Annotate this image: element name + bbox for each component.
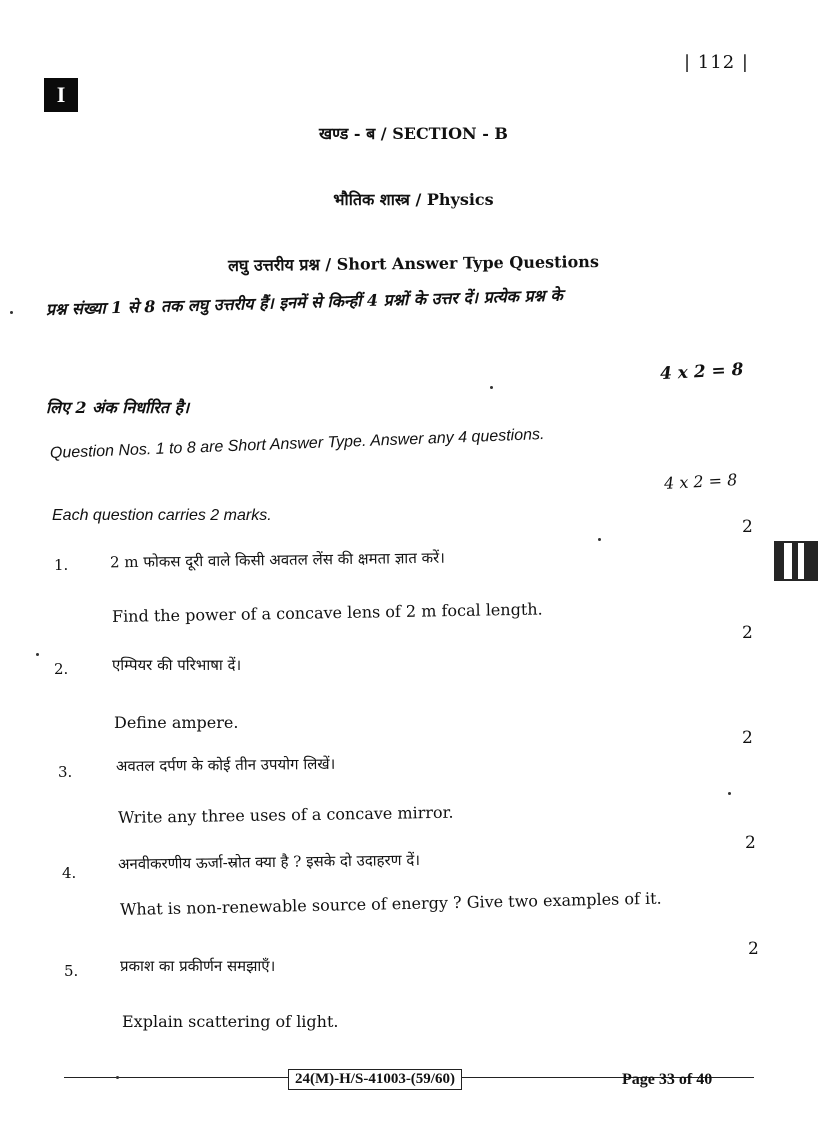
section-badge: I (44, 78, 78, 112)
scan-speck (10, 311, 13, 314)
question-marks: 2 (748, 939, 759, 959)
question-number: 2. (54, 660, 69, 678)
subject-title: भौतिक शास्त्र / Physics (333, 190, 494, 209)
scan-speck (728, 792, 731, 795)
scan-speck (116, 1076, 119, 1079)
scan-speck (36, 653, 39, 656)
question-hindi: 2 m फोकस दूरी वाले किसी अवतल लेंस की क्षमता ज्ञात करें। (109, 548, 446, 572)
marks-english: 4 x 2 = 8 (663, 470, 738, 493)
question-english: What is non-renewable source of energy ? Give two examples of it. (119, 888, 662, 919)
corner-page-label: | 112 | (684, 52, 749, 73)
question-number: 1. (54, 556, 69, 574)
question-hindi: अवतल दर्पण के कोई तीन उपयोग लिखें। (115, 754, 336, 776)
section-title: खण्ड - ब / SECTION - B (319, 124, 508, 143)
question-number: 4. (62, 864, 77, 882)
question-english: Write any three uses of a concave mirror. (117, 802, 454, 827)
scan-speck (490, 386, 493, 389)
instruction-hindi-line2: लिए 2 अंक निर्धारित है। (46, 398, 190, 417)
question-english: Define ampere. (114, 713, 239, 732)
page-number: Page 33 of 40 (622, 1071, 713, 1088)
question-number: 3. (58, 763, 73, 781)
question-marks: 2 (742, 623, 753, 643)
qr-code-icon (776, 543, 816, 579)
question-hindi: प्रकाश का प्रकीर्णन समझाएँ। (120, 957, 276, 975)
scan-speck (598, 538, 601, 541)
instruction-english-line2: Each question carries 2 marks. (52, 507, 272, 524)
question-marks: 2 (742, 517, 753, 537)
marks-hindi: 4 x 2 = 8 (659, 359, 745, 385)
question-english: Find the power of a concave lens of 2 m focal length. (111, 599, 543, 626)
question-marks: 2 (745, 833, 756, 853)
question-hindi: एम्पियर की परिभाषा दें। (112, 656, 242, 674)
instruction-hindi-line1: प्रश्न संख्या 1 से 8 तक लघु उत्तरीय हैं। इनमें से किन्हीं 4 प्रश्नों के उत्तर दें। प्रत्येक प्रश्न के (45, 285, 563, 319)
question-hindi: अनवीकरणीय ऊर्जा-स्रोत क्या है ? इसके दो उदाहरण दें। (117, 850, 421, 874)
paper-code: 24(M)-H/S-41003-(59/60) (288, 1069, 462, 1090)
question-english: Explain scattering of light. (122, 1012, 339, 1031)
instruction-english-line1: Question Nos. 1 to 8 are Short Answer Type. Answer any 4 questions. (49, 426, 545, 462)
question-type-heading: लघु उत्तरीय प्रश्न / Short Answer Type Questions (227, 252, 600, 275)
question-marks: 2 (742, 728, 753, 748)
question-number: 5. (64, 962, 79, 980)
